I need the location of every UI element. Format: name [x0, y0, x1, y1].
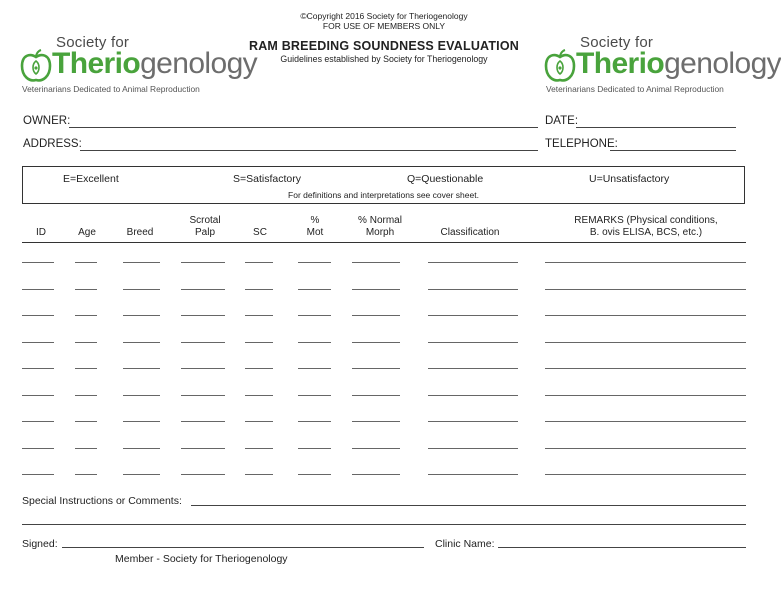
row-field-sc[interactable] [245, 448, 273, 449]
comments-field[interactable] [22, 524, 746, 525]
row-field-scrotal-palp[interactable] [181, 342, 225, 343]
col-sc: SC [253, 227, 267, 238]
row-field-mot[interactable] [298, 395, 331, 396]
row-field-mot[interactable] [298, 262, 331, 263]
row-field-id[interactable] [22, 262, 54, 263]
col-remarks: REMARKS (Physical conditions, B. ovis ELISA, BCS, etc.) [574, 215, 718, 238]
row-field-remarks[interactable] [545, 315, 746, 316]
col-breed: Breed [126, 227, 154, 238]
row-field-mot[interactable] [298, 474, 331, 475]
row-field-id[interactable] [22, 289, 54, 290]
row-field-sc[interactable] [245, 421, 273, 422]
member-caption: Member - Society for Theriogenology [115, 553, 288, 565]
row-field-classification[interactable] [428, 474, 518, 475]
row-field-scrotal-palp[interactable] [181, 448, 225, 449]
row-field-age[interactable] [75, 262, 97, 263]
row-field-classification[interactable] [428, 289, 518, 290]
row-field-normal-morph[interactable] [352, 262, 400, 263]
logo-society-for: Society for [56, 34, 130, 51]
row-field-classification[interactable] [428, 448, 518, 449]
date-label: DATE: [545, 115, 579, 127]
signature-field[interactable] [62, 547, 424, 548]
address-field[interactable] [80, 150, 538, 151]
row-field-remarks[interactable] [545, 395, 746, 396]
row-field-breed[interactable] [123, 315, 160, 316]
row-field-age[interactable] [75, 342, 97, 343]
logo-brand: Theriogenology [576, 47, 781, 80]
row-field-remarks[interactable] [545, 421, 746, 422]
logo-tagline: Veterinarians Dedicated to Animal Reproduction [546, 84, 724, 94]
col-mot: % Mot [306, 215, 324, 238]
row-field-mot[interactable] [298, 315, 331, 316]
row-field-id[interactable] [22, 315, 54, 316]
row-field-age[interactable] [75, 289, 97, 290]
row-field-age[interactable] [75, 395, 97, 396]
telephone-field[interactable] [610, 150, 736, 151]
row-field-breed[interactable] [123, 342, 160, 343]
owner-field[interactable] [69, 127, 538, 128]
row-field-age[interactable] [75, 474, 97, 475]
clinic-name-field[interactable] [498, 547, 746, 548]
row-field-mot[interactable] [298, 448, 331, 449]
row-field-breed[interactable] [123, 289, 160, 290]
apple-logo-icon [544, 49, 576, 83]
row-field-age[interactable] [75, 421, 97, 422]
apple-logo-icon [20, 49, 52, 83]
row-field-mot[interactable] [298, 342, 331, 343]
copyright-text: ©Copyright 2016 Society for Theriogenology [300, 11, 468, 21]
legend-satisfactory: S=Satisfactory [233, 173, 301, 185]
row-field-breed[interactable] [123, 368, 160, 369]
col-age: Age [78, 227, 96, 238]
telephone-label: TELEPHONE: [545, 138, 618, 150]
logo-society-for: Society for [580, 34, 654, 51]
row-field-mot[interactable] [298, 421, 331, 422]
row-field-breed[interactable] [123, 421, 160, 422]
legend-unsatisfactory: U=Unsatisfactory [589, 173, 670, 185]
row-field-normal-morph[interactable] [352, 421, 400, 422]
row-field-normal-morph[interactable] [352, 289, 400, 290]
address-label: ADDRESS: [23, 138, 82, 150]
row-field-normal-morph[interactable] [352, 368, 400, 369]
legend-excellent: E=Excellent [63, 173, 119, 185]
col-scrotal-palp: Scrotal Palp [189, 215, 221, 238]
owner-label: OWNER: [23, 115, 71, 127]
row-field-mot[interactable] [298, 368, 331, 369]
row-field-age[interactable] [75, 368, 97, 369]
row-field-sc[interactable] [245, 342, 273, 343]
row-field-remarks[interactable] [545, 474, 746, 475]
row-field-breed[interactable] [123, 474, 160, 475]
row-field-classification[interactable] [428, 421, 518, 422]
row-field-sc[interactable] [245, 289, 273, 290]
logo-brand: Theriogenology [52, 47, 258, 80]
row-field-sc[interactable] [245, 262, 273, 263]
row-field-normal-morph[interactable] [352, 448, 400, 449]
row-field-scrotal-palp[interactable] [181, 421, 225, 422]
society-logo-left [20, 34, 258, 98]
row-field-remarks[interactable] [545, 262, 746, 263]
col-normal-morph: % Normal Morph [358, 215, 402, 238]
legend-note: For definitions and interpretations see cover sheet. [288, 190, 479, 200]
row-field-breed[interactable] [123, 395, 160, 396]
row-field-scrotal-palp[interactable] [181, 262, 225, 263]
row-field-id[interactable] [22, 368, 54, 369]
row-field-classification[interactable] [428, 342, 518, 343]
row-field-breed[interactable] [123, 262, 160, 263]
row-field-classification[interactable] [428, 368, 518, 369]
legend-questionable: Q=Questionable [407, 173, 484, 185]
signed-label: Signed: [22, 538, 58, 550]
row-field-normal-morph[interactable] [352, 342, 400, 343]
clinic-name-label: Clinic Name: [435, 538, 495, 550]
row-field-remarks[interactable] [545, 342, 746, 343]
row-field-sc[interactable] [245, 315, 273, 316]
date-field[interactable] [576, 127, 736, 128]
row-field-sc[interactable] [245, 474, 273, 475]
row-field-normal-morph[interactable] [352, 315, 400, 316]
row-field-sc[interactable] [245, 395, 273, 396]
rating-legend [22, 166, 745, 204]
row-field-scrotal-palp[interactable] [181, 474, 225, 475]
members-only-text: FOR USE OF MEMBERS ONLY [322, 21, 446, 31]
row-field-id[interactable] [22, 474, 54, 475]
header-rule [22, 242, 746, 243]
row-field-id[interactable] [22, 448, 54, 449]
row-field-sc[interactable] [245, 368, 273, 369]
row-field-classification[interactable] [428, 262, 518, 263]
row-field-normal-morph[interactable] [352, 474, 400, 475]
row-field-scrotal-palp[interactable] [181, 315, 225, 316]
row-field-id[interactable] [22, 342, 54, 343]
logo-tagline: Veterinarians Dedicated to Animal Reproduction [22, 84, 200, 94]
row-field-normal-morph[interactable] [352, 395, 400, 396]
row-field-classification[interactable] [428, 395, 518, 396]
row-field-id[interactable] [22, 421, 54, 422]
row-field-classification[interactable] [428, 315, 518, 316]
row-field-breed[interactable] [123, 448, 160, 449]
page-subtitle: Guidelines established by Society for Theriogenology [280, 54, 488, 64]
col-classification: Classification [440, 227, 500, 238]
row-field-remarks[interactable] [545, 368, 746, 369]
society-logo-right [544, 34, 781, 98]
col-id: ID [36, 227, 46, 238]
row-field-scrotal-palp[interactable] [181, 395, 225, 396]
row-field-scrotal-palp[interactable] [181, 368, 225, 369]
row-field-remarks[interactable] [545, 448, 746, 449]
page-title: RAM BREEDING SOUNDNESS EVALUATION [248, 39, 520, 53]
row-field-id[interactable] [22, 395, 54, 396]
special-instructions-label: Special Instructions or Comments: [22, 495, 182, 507]
row-field-remarks[interactable] [545, 289, 746, 290]
row-field-age[interactable] [75, 448, 97, 449]
special-instructions-field[interactable] [191, 505, 746, 506]
row-field-mot[interactable] [298, 289, 331, 290]
row-field-scrotal-palp[interactable] [181, 289, 225, 290]
row-field-age[interactable] [75, 315, 97, 316]
